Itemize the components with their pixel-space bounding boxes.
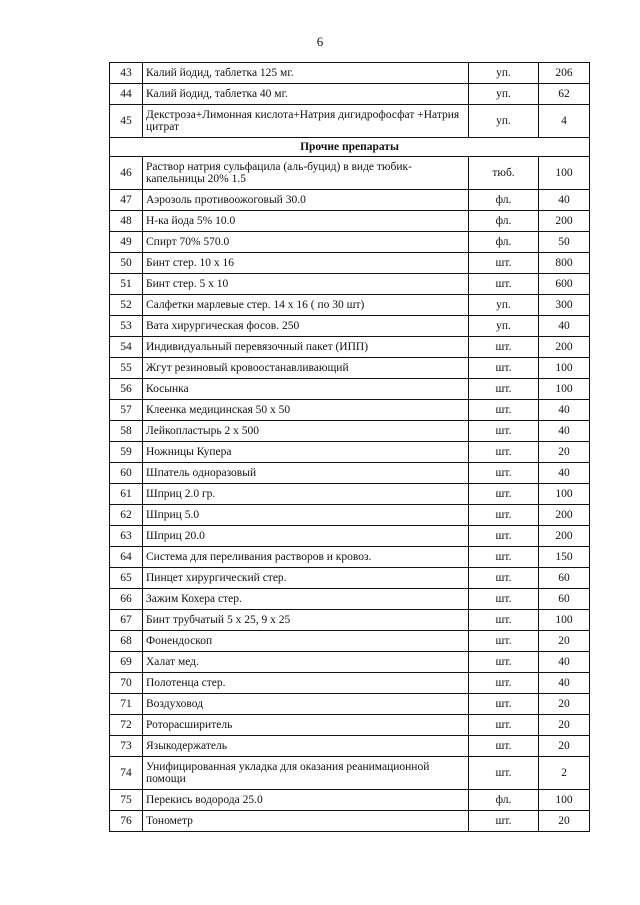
table-row (110, 295, 590, 316)
table-row (110, 84, 590, 105)
row-number: 72 (110, 715, 143, 736)
row-number: 66 (110, 589, 143, 610)
table-row (110, 715, 590, 736)
item-name: Халат мед. (143, 652, 469, 673)
row-number: 53 (110, 316, 143, 337)
unit: фл. (469, 190, 539, 211)
quantity: 20 (539, 694, 590, 715)
table-row (110, 568, 590, 589)
item-name: Роторасширитель (143, 715, 469, 736)
unit: шт. (469, 463, 539, 484)
section-header-row (110, 138, 590, 157)
table-row (110, 694, 590, 715)
unit: шт. (469, 589, 539, 610)
item-name: Клеенка медицинская 50 х 50 (143, 400, 469, 421)
row-number: 51 (110, 274, 143, 295)
item-name: Система для переливания растворов и кровоз. (143, 547, 469, 568)
quantity: 4 (539, 105, 590, 138)
unit: шт. (469, 694, 539, 715)
unit: шт. (469, 631, 539, 652)
item-name: Жгут резиновый кровоостанавливающий (143, 358, 469, 379)
item-name: Калий йодид, таблетка 40 мг. (143, 84, 469, 105)
quantity: 200 (539, 505, 590, 526)
table-row (110, 811, 590, 832)
section-title: Прочие препараты (110, 138, 590, 157)
quantity: 40 (539, 421, 590, 442)
quantity: 206 (539, 63, 590, 84)
quantity: 50 (539, 232, 590, 253)
row-number: 49 (110, 232, 143, 253)
table-row (110, 421, 590, 442)
unit: шт. (469, 379, 539, 400)
item-name: Перекись водорода 25.0 (143, 790, 469, 811)
row-number: 69 (110, 652, 143, 673)
unit: фл. (469, 790, 539, 811)
table-row (110, 400, 590, 421)
table-row (110, 190, 590, 211)
table-row (110, 610, 590, 631)
quantity: 20 (539, 811, 590, 832)
quantity: 40 (539, 316, 590, 337)
quantity: 100 (539, 358, 590, 379)
quantity: 100 (539, 790, 590, 811)
item-name: Бинт стер. 10 х 16 (143, 253, 469, 274)
row-number: 55 (110, 358, 143, 379)
quantity: 40 (539, 400, 590, 421)
table-row (110, 790, 590, 811)
row-number: 64 (110, 547, 143, 568)
item-name: Декстроза+Лимонная кислота+Натрия дигидрофосфат +Натрия цитрат (143, 105, 469, 138)
row-number: 54 (110, 337, 143, 358)
row-number: 52 (110, 295, 143, 316)
row-number: 70 (110, 673, 143, 694)
quantity: 100 (539, 610, 590, 631)
table-row (110, 358, 590, 379)
row-number: 73 (110, 736, 143, 757)
item-name: Зажим Кохера стер. (143, 589, 469, 610)
unit: шт. (469, 337, 539, 358)
quantity: 62 (539, 84, 590, 105)
unit: шт. (469, 253, 539, 274)
unit: уп. (469, 84, 539, 105)
item-name: Вата хирургическая фосов. 250 (143, 316, 469, 337)
unit: уп. (469, 63, 539, 84)
unit: уп. (469, 295, 539, 316)
unit: шт. (469, 715, 539, 736)
table-row (110, 211, 590, 232)
table-row (110, 736, 590, 757)
table-row (110, 463, 590, 484)
row-number: 62 (110, 505, 143, 526)
row-number: 59 (110, 442, 143, 463)
row-number: 45 (110, 105, 143, 138)
unit: шт. (469, 505, 539, 526)
quantity: 20 (539, 631, 590, 652)
quantity: 100 (539, 379, 590, 400)
unit: шт. (469, 274, 539, 295)
quantity: 200 (539, 211, 590, 232)
quantity: 300 (539, 295, 590, 316)
row-number: 74 (110, 757, 143, 790)
quantity: 20 (539, 715, 590, 736)
quantity: 60 (539, 589, 590, 610)
unit: фл. (469, 211, 539, 232)
table-row (110, 316, 590, 337)
row-number: 61 (110, 484, 143, 505)
table-row (110, 442, 590, 463)
unit: шт. (469, 442, 539, 463)
item-name: Языкодержатель (143, 736, 469, 757)
row-number: 57 (110, 400, 143, 421)
item-name: Ножницы Купера (143, 442, 469, 463)
table-row (110, 379, 590, 400)
unit: шт. (469, 421, 539, 442)
item-name: Полотенца стер. (143, 673, 469, 694)
quantity: 200 (539, 337, 590, 358)
row-number: 56 (110, 379, 143, 400)
item-name: Раствор натрия сульфацила (аль-буцид) в виде тюбик-капельницы 20% 1.5 (143, 157, 469, 190)
table-row (110, 274, 590, 295)
table-row (110, 232, 590, 253)
table-row (110, 484, 590, 505)
item-name: Индивидуальный перевязочный пакет (ИПП) (143, 337, 469, 358)
table-row (110, 589, 590, 610)
unit: шт. (469, 568, 539, 589)
unit: шт. (469, 526, 539, 547)
unit: шт. (469, 610, 539, 631)
unit: шт. (469, 673, 539, 694)
table-row (110, 673, 590, 694)
row-number: 71 (110, 694, 143, 715)
item-name: Пинцет хирургический стер. (143, 568, 469, 589)
table-row (110, 157, 590, 190)
row-number: 75 (110, 790, 143, 811)
quantity: 40 (539, 652, 590, 673)
item-name: Унифицированная укладка для оказания реанимационной помощи (143, 757, 469, 790)
quantity: 100 (539, 484, 590, 505)
page-number: 6 (316, 34, 324, 49)
table-row (110, 757, 590, 790)
unit: уп. (469, 105, 539, 138)
unit: шт. (469, 358, 539, 379)
item-name: Салфетки марлевые стер. 14 х 16 ( по 30 шт) (143, 295, 469, 316)
table-row (110, 63, 590, 84)
row-number: 58 (110, 421, 143, 442)
row-number: 46 (110, 157, 143, 190)
item-name: Тонометр (143, 811, 469, 832)
item-name: Калий йодид, таблетка 125 мг. (143, 63, 469, 84)
quantity: 60 (539, 568, 590, 589)
row-number: 67 (110, 610, 143, 631)
quantity: 20 (539, 442, 590, 463)
row-number: 65 (110, 568, 143, 589)
item-name: Спирт 70% 570.0 (143, 232, 469, 253)
item-name: Бинт стер. 5 х 10 (143, 274, 469, 295)
item-name: Шприц 2.0 гр. (143, 484, 469, 505)
unit: шт. (469, 484, 539, 505)
unit: шт. (469, 400, 539, 421)
quantity: 40 (539, 190, 590, 211)
table-row (110, 547, 590, 568)
row-number: 44 (110, 84, 143, 105)
quantity: 40 (539, 673, 590, 694)
row-number: 43 (110, 63, 143, 84)
supplies-table-body (110, 63, 590, 832)
table-row (110, 505, 590, 526)
item-name: Фонендоскоп (143, 631, 469, 652)
item-name: Шпатель одноразовый (143, 463, 469, 484)
unit: шт. (469, 757, 539, 790)
unit: тюб. (469, 157, 539, 190)
table-row (110, 337, 590, 358)
quantity: 800 (539, 253, 590, 274)
quantity: 40 (539, 463, 590, 484)
unit: уп. (469, 316, 539, 337)
row-number: 50 (110, 253, 143, 274)
quantity: 600 (539, 274, 590, 295)
item-name: Воздуховод (143, 694, 469, 715)
unit: шт. (469, 736, 539, 757)
quantity: 2 (539, 757, 590, 790)
table-row (110, 253, 590, 274)
item-name: Шприц 5.0 (143, 505, 469, 526)
table-row (110, 652, 590, 673)
quantity: 150 (539, 547, 590, 568)
unit: шт. (469, 652, 539, 673)
quantity: 200 (539, 526, 590, 547)
item-name: Лейкопластырь 2 х 500 (143, 421, 469, 442)
quantity: 20 (539, 736, 590, 757)
item-name: Аэрозоль противоожоговый 30.0 (143, 190, 469, 211)
table-row (110, 105, 590, 138)
row-number: 47 (110, 190, 143, 211)
unit: фл. (469, 232, 539, 253)
row-number: 76 (110, 811, 143, 832)
supplies-table (109, 62, 590, 832)
table-row (110, 526, 590, 547)
quantity: 100 (539, 157, 590, 190)
row-number: 63 (110, 526, 143, 547)
item-name: Шприц 20.0 (143, 526, 469, 547)
row-number: 48 (110, 211, 143, 232)
table-row (110, 631, 590, 652)
unit: шт. (469, 811, 539, 832)
item-name: Н-ка йода 5% 10.0 (143, 211, 469, 232)
row-number: 68 (110, 631, 143, 652)
item-name: Бинт трубчатый 5 х 25, 9 х 25 (143, 610, 469, 631)
row-number: 60 (110, 463, 143, 484)
item-name: Косынка (143, 379, 469, 400)
unit: шт. (469, 547, 539, 568)
